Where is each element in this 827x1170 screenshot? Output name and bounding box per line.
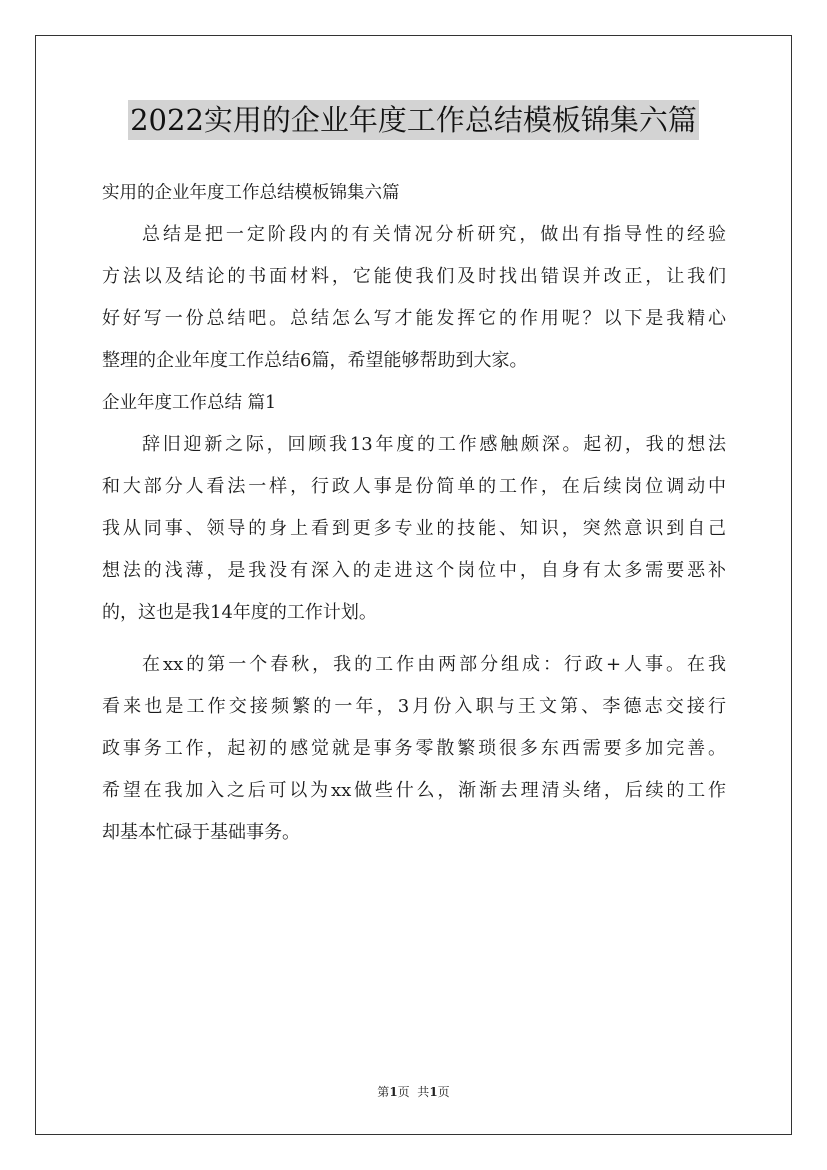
intro-line: 好好写一份总结吧。总结怎么写才能发挥它的作用呢？以下是我精心 [102, 308, 726, 329]
paragraph-line: 却基本忙碌于基础事务。 [102, 822, 300, 843]
paragraph-line: 我从同事、领导的身上看到更多专业的技能、知识，突然意识到自己 [102, 518, 726, 539]
document-subtitle: 实用的企业年度工作总结模板锦集六篇 [102, 183, 400, 203]
footer-page-total: 1 [429, 1085, 438, 1099]
paragraph-line: 辞旧迎新之际，回顾我13年度的工作感触颇深。起初，我的想法 [142, 434, 726, 455]
paragraph-line: 的，这也是我14年度的工作计划。 [102, 602, 377, 623]
document-title: 2022实用的企业年度工作总结模板锦集六篇 [128, 100, 699, 140]
title-container [0, 100, 827, 140]
paragraph-line: 希望在我加入之后可以为xx做些什么，渐渐去理清头绪，后续的工作 [102, 780, 726, 801]
footer-page-current: 1 [389, 1085, 398, 1099]
intro-line: 整理的企业年度工作总结6篇，希望能够帮助到大家。 [102, 350, 528, 371]
document-body [102, 172, 726, 854]
section-heading: 企业年度工作总结 篇1 [102, 393, 277, 413]
footer-page-prefix: 第 [377, 1085, 390, 1099]
paragraph-line: 想法的浅薄，是我没有深入的走进这个岗位中，自身有太多需要恶补 [102, 560, 726, 581]
paragraph-line: 在xx的第一个春秋，我的工作由两部分组成：行政+人事。在我 [142, 654, 726, 675]
intro-line: 总结是把一定阶段内的有关情况分析研究，做出有指导性的经验 [142, 224, 726, 245]
paragraph-line: 看来也是工作交接频繁的一年，3月份入职与王文第、李德志交接行 [102, 696, 726, 717]
page-footer [0, 1084, 827, 1100]
footer-page-mid: 页 共 [397, 1085, 430, 1099]
footer-page-suffix: 页 [437, 1085, 450, 1099]
paragraph-line: 政事务工作，起初的感觉就是事务零散繁琐很多东西需要多加完善。 [102, 738, 726, 759]
paragraph-line: 和大部分人看法一样，行政人事是份简单的工作，在后续岗位调动中 [102, 476, 726, 497]
intro-line: 方法以及结论的书面材料，它能使我们及时找出错误并改正，让我们 [102, 266, 726, 287]
